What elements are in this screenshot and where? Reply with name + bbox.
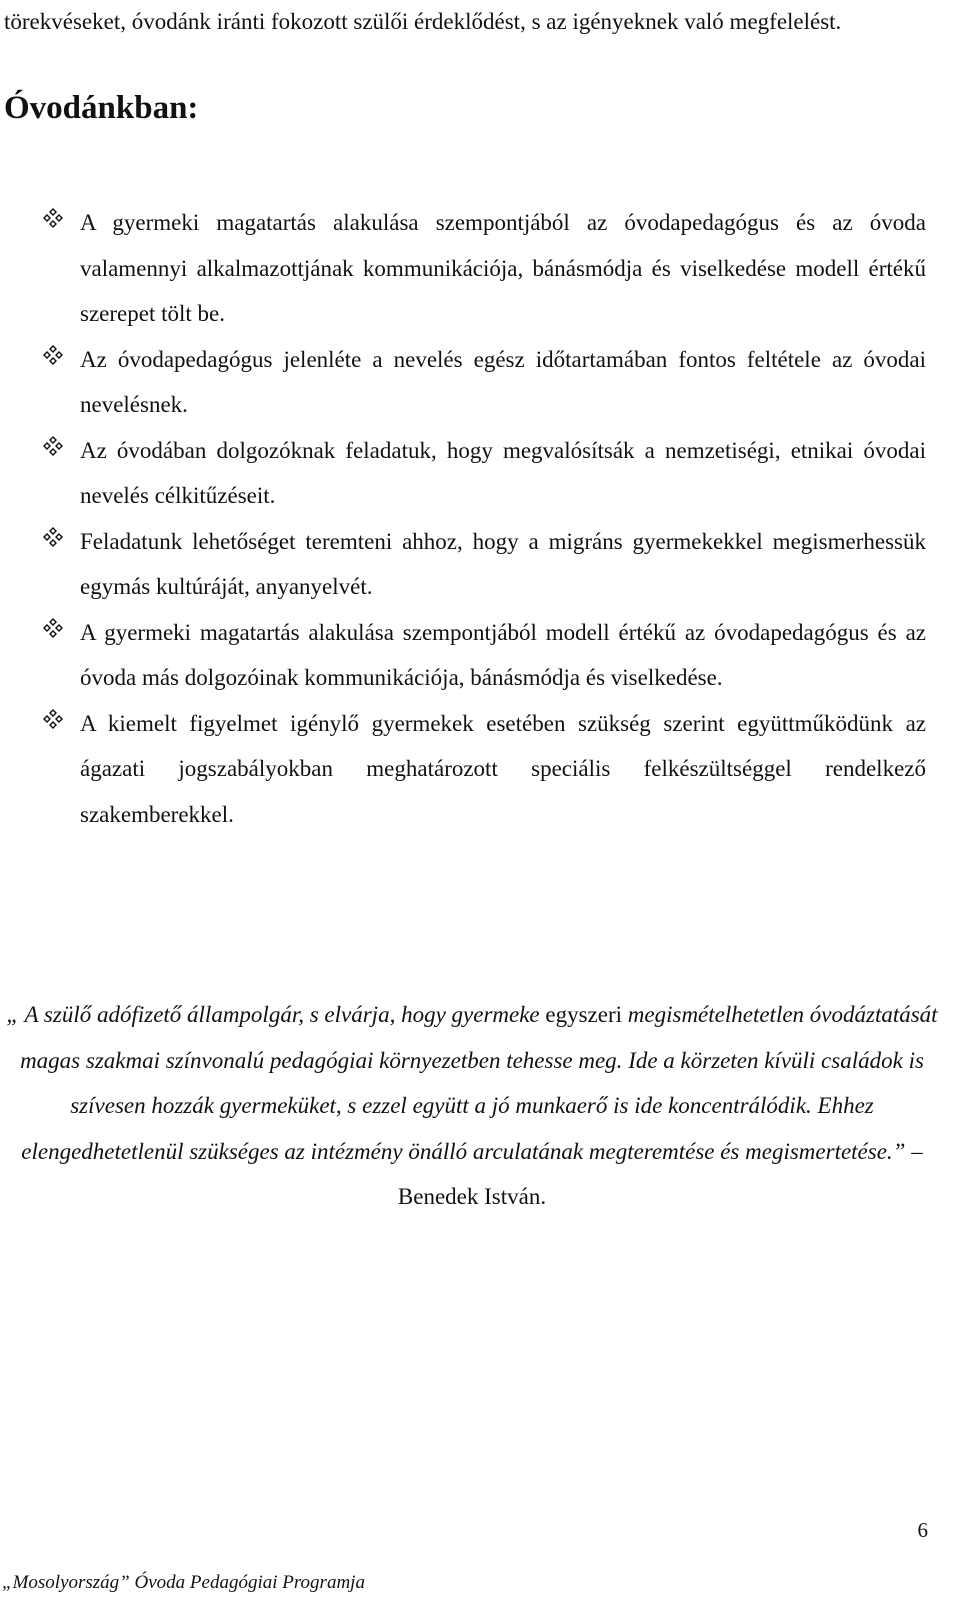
list-item	[0, 701, 926, 838]
list-item-text: Az óvodapedagógus jelenléte a nevelés egész időtartamában fontos feltétele az óvodai nevelésnek.	[80, 346, 926, 417]
quote-text-part: egyszeri	[545, 1002, 623, 1027]
quote-text-part: Ehhez elengedhetetlenül szükséges az intézmény önálló arculatának megteremtése és megismertetése.”	[21, 1093, 906, 1164]
four-diamond-bullet-icon	[42, 344, 64, 366]
page-number: 6	[917, 1518, 928, 1542]
list-item	[0, 200, 926, 337]
list-item	[0, 610, 926, 701]
four-diamond-bullet-icon	[42, 526, 64, 548]
list-item-text: A gyermeki magatartás alakulása szempontjából modell értékű az óvodapedagógus és az óvoda más dolgozóinak kommunikációja, bánásmódja és viselkedése.	[80, 619, 926, 690]
list-item-text: A gyermeki magatartás alakulása szempontjából az óvodapedagógus és az óvoda valamennyi alkalmazottjának kommunikációja, bánásmódja és viselkedése modell értékű szerepet tölt be.	[80, 210, 926, 326]
list-item	[0, 428, 926, 519]
quote-text-part: „ A szülő adófizető állampolgár, s elvárja, hogy gyermeke	[6, 1002, 540, 1027]
four-diamond-bullet-icon	[42, 617, 64, 639]
quote-author: – Benedek István.	[397, 1138, 923, 1209]
page-footer: „Mosolyország” Óvoda Pedagógiai Programja	[2, 1572, 365, 1593]
four-diamond-bullet-icon	[42, 207, 64, 229]
list-item-text: Feladatunk lehetőséget teremteni ahhoz, hogy a migráns gyermekekkel megismerhessük egymás kultúráját, anyanyelvét.	[80, 528, 926, 599]
list-item	[0, 337, 926, 428]
bullet-list	[0, 200, 960, 837]
four-diamond-bullet-icon	[42, 708, 64, 730]
quote-text-part: megismételhetetlen óvodáztatását magas szakmai színvonalú pedagógiai környezetben tehesse meg.	[20, 1002, 938, 1073]
four-diamond-bullet-icon	[42, 435, 64, 457]
section-heading: Óvodánkban:	[4, 90, 199, 126]
list-item-text: A kiemelt figyelmet igénylő gyermekek esetében szükség szerint együttműködünk az ágazati jogszabályokban meghatározott speciális felkészültséggel rendelkező szakemberekkel.	[80, 710, 926, 827]
list-item	[0, 519, 926, 610]
quote-block	[0, 992, 944, 1220]
intro-paragraph: törekvéseket, óvodánk iránti fokozott szülői érdeklődést, s az igényeknek való megfelelést.	[4, 9, 842, 34]
quote-text-part: Ide a körzeten kívüli családok is szívesen hozzák gyermeküket, s ezzel együtt a jó munkaerő is ide koncentrálódik.	[70, 1047, 924, 1118]
list-item-text: Az óvodában dolgozóknak feladatuk, hogy megvalósítsák a nemzetiségi, etnikai óvodai nevelés célkitűzéseit.	[80, 437, 926, 508]
